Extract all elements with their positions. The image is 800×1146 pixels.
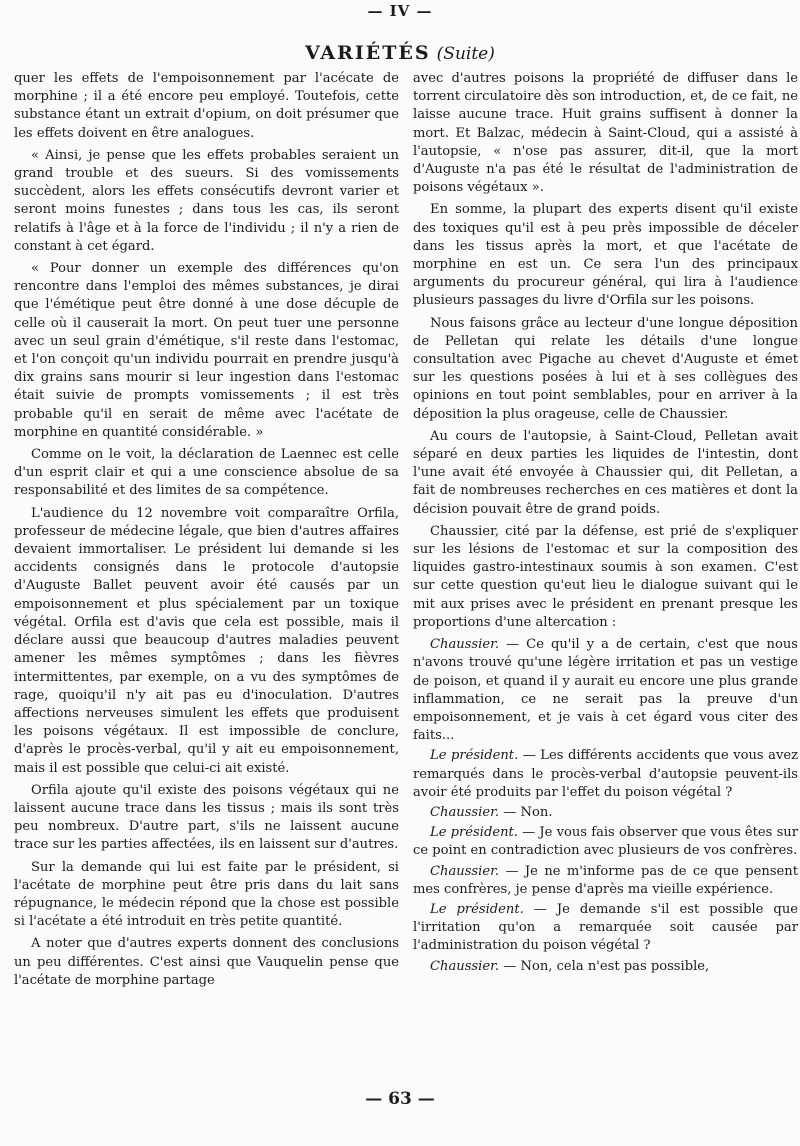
paragraph: « Ainsi, je pense que les effets probables seraient un grand trouble et des sueurs. Si des vomissements succèdent, alors les effets consécutifs devront varier et seront moins funestes ; dans tous les cas, ils seront relatifs à l'âge et à la force de l'individu ; il n'y a rien de constant à cet égard. bbox=[14, 147, 399, 254]
dialogue-text: — Je demande s'il est possible que l'irritation qu'on a remarquée soit causée par l'administration du poison végétal ? bbox=[413, 901, 798, 954]
paragraph: avec d'autres poisons la propriété de diffuser dans le torrent circulatoire dès son introduction, et, de ce fait, ne laisse aucune trace. Huit grains suffisent à donner la mort. Et Balzac, médecin à Saint-Cloud, qui a assisté à l'autopsie, « n'ose pas assurer, dit-il, que la mort d'Auguste n'a pas été le résultat de l'administration de poisons végétaux ». bbox=[413, 71, 798, 196]
page-number: — 63 — bbox=[365, 1089, 435, 1109]
section-number: — IV — bbox=[367, 2, 433, 20]
dialogue-line bbox=[413, 747, 798, 802]
dialogue-text: — Non. bbox=[499, 804, 553, 820]
paragraph: Orfila ajoute qu'il existe des poisons végétaux qui ne laissent aucune trace dans les tissus ; mais ils sont très peu nombreux. D'autre part, s'ils ne laissent aucune trace sur les parties affectées, ils en laissent sur d'autres. bbox=[14, 782, 399, 853]
speaker-name: Chaussier. bbox=[430, 637, 500, 653]
paragraph: « Pour donner un exemple des différences qu'on rencontre dans l'emploi des mêmes substances, je dirai que l'émétique peut être donné à une dose décuple de celle où il causerait la mort. On peut tuer une personne avec un seul grain d'émétique, s'il reste dans l'estomac, et l'on conçoit qu'un individu pourrait en prendre jusqu'à dix grains sans mourir si leur ingestion dans l'estomac était suivie de prompts vomissements ; il est très probable qu'il en serait de même avec l'acétate de morphine en quantité considérable. » bbox=[14, 261, 399, 440]
speaker-name: Le président. bbox=[430, 748, 519, 764]
speaker-name: Chaussier. bbox=[430, 863, 500, 879]
paragraph: Sur la demande qui lui est faite par le président, si l'acétate de morphine peut être pris dans du lait sans répugnance, le médecin répond que la chose est possible si l'acétate a été introduit en très petite quantité. bbox=[14, 859, 399, 930]
dialogue-line bbox=[413, 804, 798, 822]
dialogue-line bbox=[413, 824, 798, 860]
speaker-name: Le président. bbox=[430, 901, 524, 917]
right-column bbox=[413, 70, 798, 978]
paragraph: quer les effets de l'empoisonnement par l'acécate de morphine ; il a été encore peu employé. Toutefois, cette substance étant un extrait d'opium, on doit présumer que les effets doivent en être analogues. bbox=[14, 71, 399, 141]
left-column bbox=[14, 70, 399, 994]
paragraph: En somme, la plupart des experts disent qu'il existe des toxiques qu'il est à peu près impossible de déceler dans les tissus après la mort, et que l'acétate de morphine en est un. Ce sera l'un des principaux arguments du procureur général, qui lira à l'audience plusieurs passages du livre d'Orfila sur les poisons. bbox=[413, 202, 798, 309]
dialogue-text: — Ce qu'il y a de certain, c'est que nous n'avons trouvé qu'une légère irritation et pas un vestige de poison, et quand il y aurait eu encore une plus grande inflammation, ce ne serait pas la preuve d'un empoisonnement, et je vais à cet égard vous citer des faits... bbox=[413, 637, 798, 744]
dialogue-text: — Je vous fais observer que vous êtes sur ce point en contradiction avec plusieurs de vos confrères. bbox=[413, 825, 799, 859]
paragraph: L'audience du 12 novembre voit comparaître Orfila, professeur de médecine légale, que bien d'autres affaires devaient immortaliser. Le président lui demande si les accidents consignés dans le protocole d'autopsie d'Auguste Ballet peuvent avoir été causés par un empoisonnement et plus spécialement par un toxique végétal. Orfila est d'avis que cela est possible, mais il déclare aussi que beaucoup d'autres maladies peuvent amener les mêmes symptômes ; dans les fièvres intermittentes, par exemple, on a vu des symptômes de rage, quoiqu'il n'y ait pas eu d'inoculation. D'autres affections nerveuses simulent les effets que produisent les poisons végétaux. Il est impossible de conclure, d'après le procès-verbal, qu'il y ait eu empoisonnement, mais il est possible que celui-ci ait existé. bbox=[14, 505, 399, 776]
title-subtitle: (Suite) bbox=[436, 44, 495, 64]
dialogue-text: — Non, cela n'est pas possible, bbox=[499, 958, 710, 974]
dialogue-line bbox=[413, 863, 798, 899]
speaker-name: Le président. bbox=[430, 825, 518, 841]
paragraph: Comme on le voit, la déclaration de Laennec est celle d'un esprit clair et qui a une conscience absolue de sa responsabilité et des limites de sa compétence. bbox=[14, 447, 399, 499]
speaker-name: Chaussier. bbox=[430, 804, 500, 820]
dialogue-line bbox=[413, 636, 798, 745]
dialogue-line bbox=[413, 958, 798, 976]
paragraph: A noter que d'autres experts donnent des conclusions un peu différentes. C'est ainsi que Vauquelin pense que l'acétate de morphine partage bbox=[14, 936, 399, 988]
dialogue-text: — Les différents accidents que vous avez remarqués dans le procès-verbal d'autopsie peuvent-ils avoir été produits par l'effet du poison végétal ? bbox=[413, 748, 798, 800]
dialogue-text: — Je ne m'informe pas de ce que pensent mes confrères, je pense d'après ma vieille expérience. bbox=[413, 863, 798, 897]
title-main: VARIÉTÉS bbox=[305, 42, 431, 64]
dialogue-line bbox=[413, 901, 798, 956]
page-title bbox=[0, 42, 800, 65]
paragraph: Chaussier, cité par la défense, est prié de s'expliquer sur les lésions de l'estomac et sur la composition des liquides gastro-intestinaux soumis à son examen. C'est sur cette question qu'eut lieu le dialogue suivant qui le mit aux prises avec le président en prenant presque les proportions d'une altercation : bbox=[413, 523, 798, 630]
paragraph: Nous faisons grâce au lecteur d'une longue déposition de Pelletan qui relate les détails d'une longue consultation avec Pigache au chevet d'Auguste et émet sur les questions posées à lui et à ses collègues des opinions en tout point semblables, pour en arriver à la déposition la plus orageuse, celle de Chaussier. bbox=[413, 315, 798, 422]
paragraph: Au cours de l'autopsie, à Saint-Cloud, Pelletan avait séparé en deux parties les liquides de l'intestin, dont l'une avait été envoyée à Chaussier qui, dit Pelletan, a fait de nombreuses recherches en ces matières et dont la décision pouvait être de grand poids. bbox=[413, 428, 798, 517]
speaker-name: Chaussier. bbox=[430, 958, 500, 974]
